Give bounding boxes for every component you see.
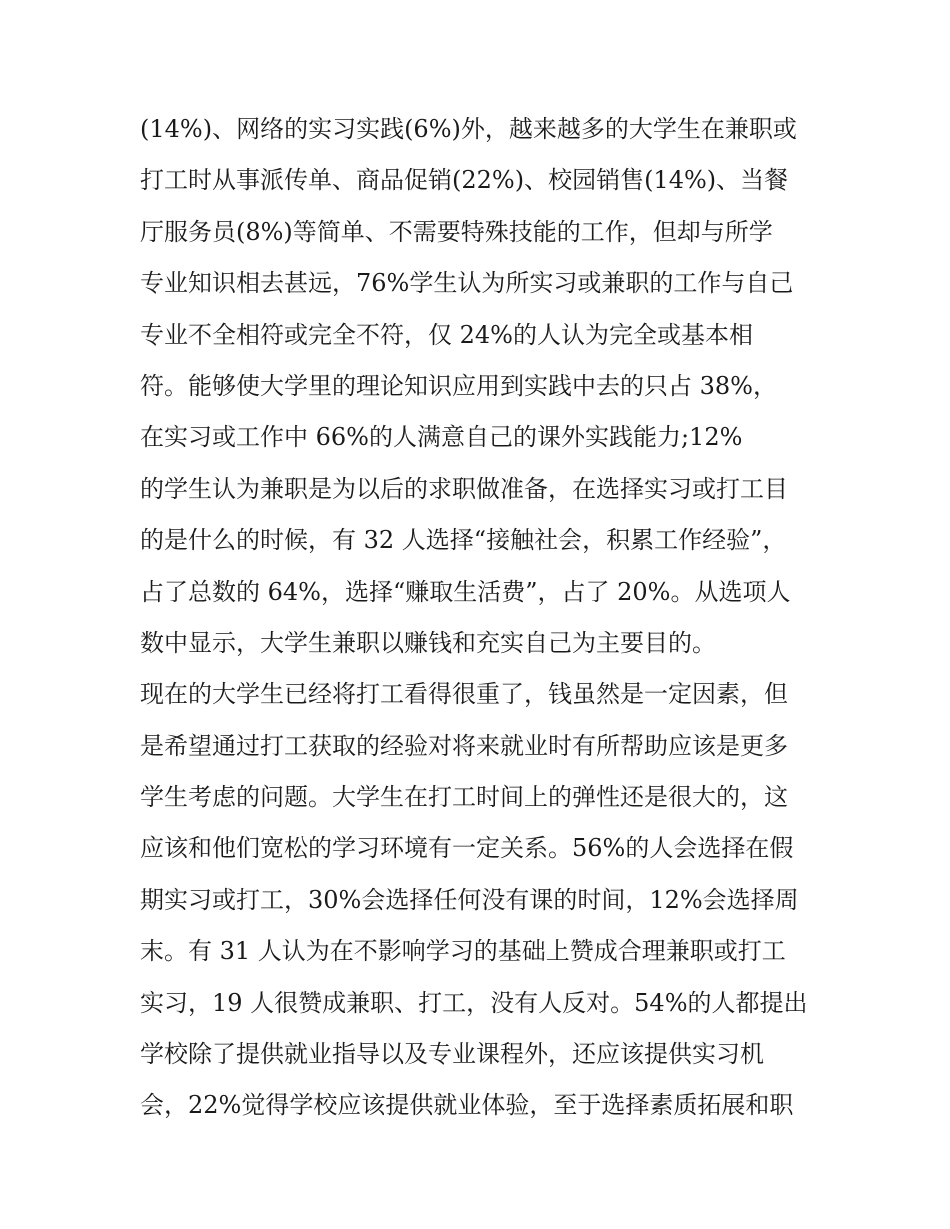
text-line: 实习，19 人很赞成兼职、打工，没有人反对。54%的人都提出 — [140, 988, 808, 1017]
text-line: 符。能够使大学里的理论知识应用到实践中去的只占 38%， — [140, 371, 777, 400]
text-line: (14%)、网络的实习实践(6%)外，越来越多的大学生在兼职或 — [140, 115, 797, 143]
text-line: 学生考虑的问题。大学生在打工时间上的弹性还是很大的，这 — [140, 783, 788, 812]
body-text — [140, 107, 820, 1135]
text-line: 专业知识相去甚远，76%学生认为所实习或兼职的工作与自己 — [140, 269, 794, 298]
text-line: 专业不全相符或完全不符，仅 24%的人认为完全或基本相 — [140, 320, 753, 349]
text-line: 末。有 31 人认为在不影响学习的基础上赞成合理兼职或打工 — [140, 937, 786, 966]
text-line: 数中显示，大学生兼职以赚钱和充实自己为主要目的。 — [140, 628, 716, 657]
text-line: 的是什么的时候，有 32 人选择“接触社会，积累工作经验”， — [140, 526, 787, 555]
text-line: 在实习或工作中 66%的人满意自己的课外实践能力;12% — [140, 423, 743, 452]
text-line: 占了总数的 64%，选择“赚取生活费”，占了 20%。从选项人 — [140, 577, 791, 606]
text-line: 的学生认为兼职是为以后的求职做准备，在选择实习或打工目 — [140, 474, 788, 503]
text-line: 应该和他们宽松的学习环境有一定关系。56%的人会选择在假 — [140, 834, 794, 863]
text-line: 厅服务员(8%)等简单、不需要特殊技能的工作，但却与所学 — [140, 217, 773, 246]
text-line: 是希望通过打工获取的经验对将来就业时有所帮助应该是更多 — [140, 731, 788, 760]
text-line: 现在的大学生已经将打工看得很重了，钱虽然是一定因素，但 — [140, 680, 788, 709]
text-line: 学校除了提供就业指导以及专业课程外，还应该提供实习机 — [140, 1040, 764, 1069]
text-line: 会，22%觉得学校应该提供就业体验，至于选择素质拓展和职 — [140, 1091, 794, 1120]
text-line: 期实习或打工，30%会选择任何没有课的时间，12%会选择周 — [140, 885, 799, 914]
text-line: 打工时从事派传单、商品促销(22%)、校园销售(14%)、当餐 — [140, 166, 789, 195]
